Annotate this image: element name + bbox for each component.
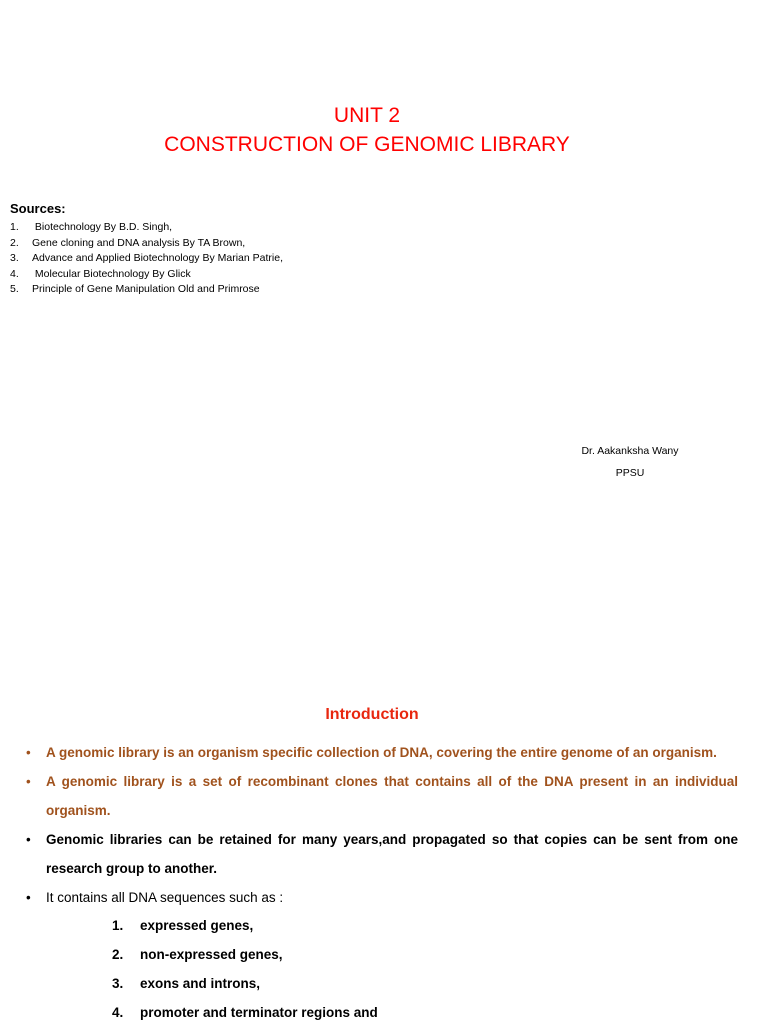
sources-list — [10, 220, 283, 298]
author-name: Dr. Aakanksha Wany — [581, 445, 679, 457]
bullet-dot: • — [26, 774, 31, 789]
dna-sequence-list — [112, 911, 378, 1027]
bullet-text: Genomic libraries can be retained for many years,and propagated so that copies can be sent from one research group to another. — [46, 832, 738, 876]
bullet-item — [26, 767, 738, 825]
sub-item-number: 1. — [112, 918, 124, 933]
intro-bullet-list — [26, 738, 738, 912]
sub-item — [112, 969, 378, 998]
source-number: 4. — [10, 267, 19, 280]
source-text: Molecular Biotechnology By Glick — [32, 267, 191, 280]
bullet-dot: • — [26, 832, 31, 847]
source-text: Biotechnology By B.D. Singh, — [32, 221, 173, 233]
sub-item-number: 4. — [112, 1005, 124, 1020]
slide-introduction — [0, 680, 768, 1024]
sub-item — [112, 911, 378, 940]
author-affiliation: PPSU — [615, 467, 645, 479]
source-text: Gene cloning and DNA analysis By TA Brown, — [32, 236, 246, 249]
bullet-item — [26, 883, 738, 912]
source-number: 1. — [10, 221, 19, 233]
sources-heading: Sources: — [10, 201, 66, 216]
sub-item-text: expressed genes, — [140, 918, 254, 933]
sub-item-number: 3. — [112, 976, 124, 991]
source-item — [10, 282, 283, 298]
source-item — [10, 251, 283, 267]
bullet-text: It contains all DNA sequences such as : — [46, 890, 284, 905]
sub-item-text: exons and introns, — [140, 976, 261, 991]
bullet-dot: • — [26, 745, 31, 760]
source-number: 5. — [10, 283, 19, 295]
source-item — [10, 267, 283, 283]
bullet-dot: • — [26, 890, 31, 905]
source-item — [10, 220, 283, 236]
slide-title-topic: CONSTRUCTION OF GENOMIC LIBRARY — [164, 133, 570, 156]
source-item — [10, 236, 283, 252]
bullet-text: A genomic library is a set of recombinant clones that contains all of the DNA present in an individual organism. — [46, 774, 738, 818]
source-number: 3. — [10, 252, 19, 264]
source-number: 2. — [10, 236, 19, 249]
sub-item — [112, 998, 378, 1027]
slide-title-unit: UNIT 2 — [333, 104, 401, 127]
bullet-item — [26, 825, 738, 883]
sub-item-number: 2. — [112, 947, 124, 962]
source-text: Advance and Applied Biotechnology By Marian Patrie, — [32, 252, 283, 264]
sub-item-text: non-expressed genes, — [140, 947, 283, 962]
bullet-item — [26, 738, 738, 767]
source-text: Principle of Gene Manipulation Old and Primrose — [32, 283, 260, 295]
sub-item — [112, 940, 378, 969]
sub-item-text: promoter and terminator regions and — [140, 1005, 378, 1020]
bullet-text: A genomic library is an organism specific collection of DNA, covering the entire genome of an organism. — [46, 745, 717, 760]
introduction-heading: Introduction — [325, 706, 419, 723]
